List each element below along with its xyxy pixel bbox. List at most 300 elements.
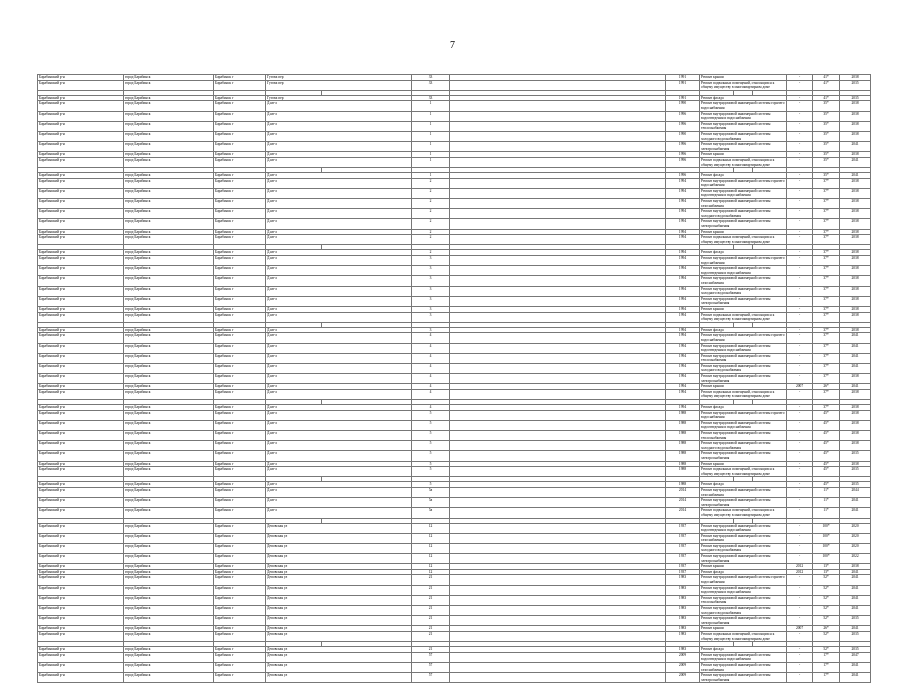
cell-last-repair: - [787,296,813,306]
cell-year: 1983 [666,606,700,616]
cell-year: 1994 [666,312,700,322]
cell-house: 1 [412,131,450,141]
cell-district: Барабинский р-н [38,384,124,390]
cell-municipality: город Барабинск [124,95,214,101]
cell-street: Деповская ул [266,569,412,575]
cell-house: 4 [412,363,450,373]
cell-district: Барабинский р-н [38,662,124,672]
cell-municipality: город Барабинск [124,75,214,81]
cell-year: 1983 [666,631,700,641]
cell-plan-from: 2041 [840,626,871,632]
cell-work-type: Ремонт крыши [700,461,787,467]
cell-plan-from: 2038 [840,327,871,333]
cell-last-repair: - [787,523,813,533]
cell-work-type: Ремонт внутридомовой инженерной системы водоотведения и водоснабжения [700,420,787,430]
cell-plan-from: 2035 [840,647,871,653]
cell-municipality: город Барабинск [124,152,214,158]
empty-cell [450,508,666,518]
empty-cell [450,431,666,441]
empty-cell [450,219,666,229]
cell-wear: 13* [813,569,840,575]
cell-wear: 45* [813,467,840,477]
cell-locality: Барабинск г [214,256,266,266]
cell-work-type: Ремонт крыши [700,75,787,81]
cell-plan-from: 2041 [840,508,871,518]
cell-year: 2014 [666,487,700,497]
cell-plan-from: 2038 [840,75,871,81]
cell-locality: Барабинск г [214,606,266,616]
cell-year: 1988 [666,441,700,451]
cell-work-type: Ремонт фасада [700,482,787,488]
cell-locality: Барабинск г [214,276,266,286]
cell-plan-from: 2038 [840,131,871,141]
cell-wear: 13* [813,564,840,570]
cell-last-repair: 2007 [787,384,813,390]
cell-municipality: город Барабинск [124,533,214,543]
cell-last-repair: - [787,508,813,518]
cell-work-type: Ремонт фасада [700,95,787,101]
cell-wear: 37* [813,276,840,286]
cell-municipality: город Барабинск [124,606,214,616]
cell-locality: Барабинск г [214,631,266,641]
cell-last-repair: - [787,131,813,141]
empty-cell [450,533,666,543]
cell-municipality: город Барабинск [124,111,214,121]
cell-locality: Барабинск г [214,461,266,467]
cell-locality: Барабинск г [214,451,266,461]
cell-wear: 37* [813,353,840,363]
cell-locality: Барабинск г [214,405,266,411]
cell-year: 1988 [666,431,700,441]
empty-cell [450,410,666,420]
cell-municipality: город Барабинск [124,575,214,585]
cell-locality: Барабинск г [214,286,266,296]
cell-wear: 37* [813,306,840,312]
cell-house: 12 [412,533,450,543]
cell-year: 1990 [666,131,700,141]
cell-wear: 35* [813,152,840,158]
cell-locality: Барабинск г [214,235,266,245]
cell-last-repair: - [787,142,813,152]
cell-locality: Барабинск г [214,585,266,595]
cell-municipality: город Барабинск [124,405,214,411]
cell-last-repair: - [787,121,813,131]
cell-last-repair: - [787,235,813,245]
cell-district: Барабинский р-н [38,389,124,399]
cell-work-type: Ремонт крыши [700,229,787,235]
empty-cell [450,121,666,131]
cell-locality: Барабинск г [214,157,266,167]
cell-locality: Барабинск г [214,306,266,312]
cell-year: 1994 [666,405,700,411]
cell-municipality: город Барабинск [124,235,214,245]
cell-street: Д.кв-л [266,327,412,333]
table-row [38,410,871,420]
cell-district: Барабинский р-н [38,199,124,209]
cell-locality: Барабинск г [214,482,266,488]
table-row [38,286,871,296]
cell-plan-from: 2035 [840,467,871,477]
cell-locality: Барабинск г [214,374,266,384]
cell-year: 1994 [666,374,700,384]
cell-wear: 37* [813,343,840,353]
cell-work-type: Ремонт внутридомовой инженерной системы холодного водоснабжения [700,286,787,296]
empty-cell [450,374,666,384]
cell-district: Барабинский р-н [38,487,124,497]
empty-cell [450,606,666,616]
cell-wear: 37* [813,256,840,266]
cell-last-repair: - [787,410,813,420]
cell-locality: Барабинск г [214,75,266,81]
cell-street: Д.кв-л [266,405,412,411]
table-row [38,595,871,605]
cell-year: 1983 [666,626,700,632]
cell-house: 21 [412,616,450,626]
cell-wear: 52* [813,631,840,641]
cell-plan-from: 2038 [840,199,871,209]
cell-street: Д.кв-л [266,312,412,322]
cell-district: Барабинский р-н [38,188,124,198]
cell-municipality: город Барабинск [124,229,214,235]
cell-house: 3 [412,312,450,322]
cell-house: 21 [412,626,450,632]
cell-municipality: город Барабинск [124,523,214,533]
cell-district: Барабинский р-н [38,431,124,441]
cell-plan-from: 2038 [840,374,871,384]
cell-house: 12 [412,564,450,570]
cell-municipality: город Барабинск [124,482,214,488]
cell-year: 1994 [666,353,700,363]
cell-municipality: город Барабинск [124,219,214,229]
cell-district: Барабинский р-н [38,142,124,152]
empty-cell [450,157,666,167]
table-row [38,121,871,131]
cell-plan-from: 2041 [840,142,871,152]
cell-street: Деповская ул [266,652,412,662]
cell-year: 1983 [666,585,700,595]
cell-district: Барабинский р-н [38,595,124,605]
cell-street: Д.кв-л [266,256,412,266]
cell-work-type: Ремонт внутридомовой инженерной системы теплоснабжения [700,431,787,441]
cell-house: 57 [412,662,450,672]
cell-street: Д.кв-л [266,374,412,384]
cell-last-repair: - [787,199,813,209]
cell-work-type: Ремонт внутридомовой инженерной системы электроснабжения [700,616,787,626]
cell-wear: 37* [813,229,840,235]
cell-district: Барабинский р-н [38,673,124,683]
cell-work-type: Ремонт фасада [700,173,787,179]
cell-work-type: Ремонт внутридомовой инженерной системы водоотведения и водоснабжения [700,188,787,198]
cell-plan-from: 2038 [840,188,871,198]
cell-locality: Барабинск г [214,229,266,235]
cell-locality: Барабинск г [214,554,266,564]
cell-wear: 35* [813,142,840,152]
table-row [38,266,871,276]
cell-work-type: Ремонт крыши [700,564,787,570]
cell-last-repair: - [787,219,813,229]
cell-last-repair: - [787,585,813,595]
cell-wear: 26* [813,384,840,390]
cell-municipality: город Барабинск [124,585,214,595]
table-row [38,533,871,543]
cell-municipality: город Барабинск [124,441,214,451]
cell-municipality: город Барабинск [124,569,214,575]
cell-wear: 45* [813,461,840,467]
cell-municipality: город Барабинск [124,333,214,343]
cell-house: 5 [412,451,450,461]
cell-municipality: город Барабинск [124,467,214,477]
cell-last-repair: - [787,467,813,477]
cell-locality: Барабинск г [214,131,266,141]
empty-cell [450,178,666,188]
table-row [38,101,871,111]
cell-year: 1983 [666,575,700,585]
cell-district: Барабинский р-н [38,575,124,585]
cell-wear: 35* [813,101,840,111]
cell-house: 1 [412,101,450,111]
cell-work-type: Ремонт внутридомовой инженерной системы электроснабжения [700,219,787,229]
cell-street: Д.кв-л [266,487,412,497]
cell-street: Деповская ул [266,647,412,653]
cell-house: 3 [412,276,450,286]
cell-plan-from: 2041 [840,384,871,390]
cell-work-type: Ремонт внутридомовой инженерной системы газоснабжения [700,276,787,286]
cell-wear: 17* [813,652,840,662]
cell-locality: Барабинск г [214,626,266,632]
cell-year: 1937 [666,543,700,553]
cell-last-repair: - [787,431,813,441]
cell-district: Барабинский р-н [38,276,124,286]
cell-street: Гутова пер [266,75,412,81]
cell-last-repair: 2012 [787,564,813,570]
cell-locality: Барабинск г [214,673,266,683]
cell-district: Барабинский р-н [38,256,124,266]
cell-plan-from: 2038 [840,178,871,188]
cell-district: Барабинский р-н [38,631,124,641]
cell-wear: 37* [813,296,840,306]
cell-locality: Барабинск г [214,420,266,430]
cell-municipality: город Барабинск [124,626,214,632]
cell-locality: Барабинск г [214,410,266,420]
cell-year: 1994 [666,235,700,245]
table-row [38,111,871,121]
cell-plan-from: 2022 [840,554,871,564]
cell-street: Д.кв-л [266,111,412,121]
cell-last-repair: - [787,673,813,683]
cell-street: Деповская ул [266,575,412,585]
cell-district: Барабинский р-н [38,80,124,90]
cell-street: Д.кв-л [266,482,412,488]
cell-last-repair: - [787,80,813,90]
table-row [38,374,871,384]
cell-locality: Барабинск г [214,121,266,131]
cell-plan-from: 2041 [840,333,871,343]
cell-district: Барабинский р-н [38,374,124,384]
cell-work-type: Ремонт подвальных помещений, относящихся к общему имуществу в многоквартирном доме [700,508,787,518]
cell-plan-from: 2038 [840,121,871,131]
cell-work-type: Ремонт внутридомовой инженерной системы теплоснабжения [700,595,787,605]
cell-district: Барабинский р-н [38,353,124,363]
cell-last-repair: - [787,209,813,219]
cell-work-type: Ремонт внутридомовой инженерной системы горячего водоснабжения [700,333,787,343]
cell-wear: 26* [813,626,840,632]
cell-plan-from: 2038 [840,219,871,229]
cell-plan-from: 2038 [840,405,871,411]
cell-municipality: город Барабинск [124,662,214,672]
cell-house: 4 [412,389,450,399]
cell-year: 1994 [666,333,700,343]
cell-work-type: Ремонт внутридомовой инженерной системы холодного водоснабжения [700,131,787,141]
cell-wear: 45* [813,451,840,461]
table-row [38,554,871,564]
cell-wear: 100* [813,523,840,533]
cell-district: Барабинский р-н [38,286,124,296]
cell-locality: Барабинск г [214,543,266,553]
cell-locality: Барабинск г [214,343,266,353]
cell-street: Деповская ул [266,631,412,641]
cell-plan-from: 2041 [840,343,871,353]
cell-municipality: город Барабинск [124,157,214,167]
cell-locality: Барабинск г [214,498,266,508]
cell-wear: 100* [813,533,840,543]
cell-street: Д.кв-л [266,306,412,312]
cell-house: 12 [412,554,450,564]
cell-work-type: Ремонт внутридомовой инженерной системы горячего водоснабжения [700,410,787,420]
cell-house: 12 [412,543,450,553]
cell-locality: Барабинск г [214,333,266,343]
cell-year: 1983 [666,595,700,605]
cell-house: 5а [412,508,450,518]
cell-last-repair: - [787,152,813,158]
table-row [38,312,871,322]
table-row [38,441,871,451]
empty-cell [450,662,666,672]
empty-cell [450,80,666,90]
table-row [38,631,871,641]
cell-district: Барабинский р-н [38,266,124,276]
cell-plan-from: 2038 [840,276,871,286]
cell-wear: 41* [813,95,840,101]
cell-wear: 37* [813,235,840,245]
cell-municipality: город Барабинск [124,327,214,333]
cell-year: 1996 [666,121,700,131]
cell-house: 5 [412,441,450,451]
cell-plan-from: 2035 [840,482,871,488]
cell-house: 57 [412,673,450,683]
cell-last-repair: - [787,157,813,167]
cell-year: 1991 [666,80,700,90]
cell-house: 21 [412,595,450,605]
cell-street: Д.кв-л [266,461,412,467]
cell-district: Барабинский р-н [38,173,124,179]
cell-house: 4 [412,333,450,343]
cell-municipality: город Барабинск [124,286,214,296]
cell-last-repair: - [787,173,813,179]
cell-year: 1990 [666,101,700,111]
cell-wear: 45* [813,441,840,451]
cell-work-type: Ремонт подвальных помещений, относящихся к общему имуществу в многоквартирном доме [700,157,787,167]
cell-last-repair: - [787,461,813,467]
cell-locality: Барабинск г [214,188,266,198]
cell-wear: 37* [813,374,840,384]
table-row [38,575,871,585]
cell-district: Барабинский р-н [38,75,124,81]
cell-year: 1937 [666,569,700,575]
cell-work-type: Ремонт внутридомовой инженерной системы водоотведения и водоснабжения [700,652,787,662]
cell-municipality: город Барабинск [124,121,214,131]
cell-plan-from: 2041 [840,363,871,373]
cell-wear: 37* [813,178,840,188]
cell-district: Барабинский р-н [38,178,124,188]
cell-house: 3 [412,296,450,306]
cell-wear: 45* [813,431,840,441]
cell-district: Барабинский р-н [38,219,124,229]
table-row [38,363,871,373]
cell-plan-from: 2038 [840,564,871,570]
cell-locality: Барабинск г [214,296,266,306]
cell-street: Деповская ул [266,564,412,570]
empty-cell [450,276,666,286]
empty-cell [450,543,666,553]
cell-locality: Барабинск г [214,647,266,653]
cell-locality: Барабинск г [214,209,266,219]
table-row [38,256,871,266]
cell-wear: 35* [813,173,840,179]
cell-district: Барабинский р-н [38,498,124,508]
cell-year: 1994 [666,327,700,333]
table-row [38,662,871,672]
cell-house: 2 [412,219,450,229]
empty-cell [450,554,666,564]
table-row [38,431,871,441]
cell-street: Деповская ул [266,543,412,553]
cell-plan-from: 2035 [840,631,871,641]
cell-work-type: Ремонт фасада [700,569,787,575]
cell-house: 4 [412,353,450,363]
table-row [38,606,871,616]
cell-street: Д.кв-л [266,131,412,141]
cell-house: 5а [412,498,450,508]
cell-last-repair: - [787,286,813,296]
empty-cell [450,312,666,322]
cell-locality: Барабинск г [214,178,266,188]
cell-municipality: город Барабинск [124,296,214,306]
cell-year: 1983 [666,616,700,626]
cell-last-repair: - [787,111,813,121]
cell-year: 1994 [666,250,700,256]
cell-wear: 37* [813,389,840,399]
cell-plan-from: 2038 [840,250,871,256]
empty-cell [450,199,666,209]
cell-house: 5 [412,420,450,430]
cell-district: Барабинский р-н [38,209,124,219]
cell-wear: 52* [813,575,840,585]
cell-work-type: Ремонт внутридомовой инженерной системы холодного водоснабжения [700,441,787,451]
cell-street: Д.кв-л [266,363,412,373]
empty-cell [450,487,666,497]
cell-last-repair: - [787,487,813,497]
cell-wear: 37* [813,266,840,276]
cell-district: Барабинский р-н [38,296,124,306]
cell-street: Д.кв-л [266,229,412,235]
cell-last-repair: - [787,647,813,653]
cell-work-type: Ремонт внутридомовой инженерной системы водоотведения и водоснабжения [700,343,787,353]
cell-year: 1994 [666,286,700,296]
cell-street: Д.кв-л [266,266,412,276]
cell-work-type: Ремонт внутридомовой инженерной системы газоснабжения [700,487,787,497]
cell-district: Барабинский р-н [38,306,124,312]
cell-municipality: город Барабинск [124,101,214,111]
